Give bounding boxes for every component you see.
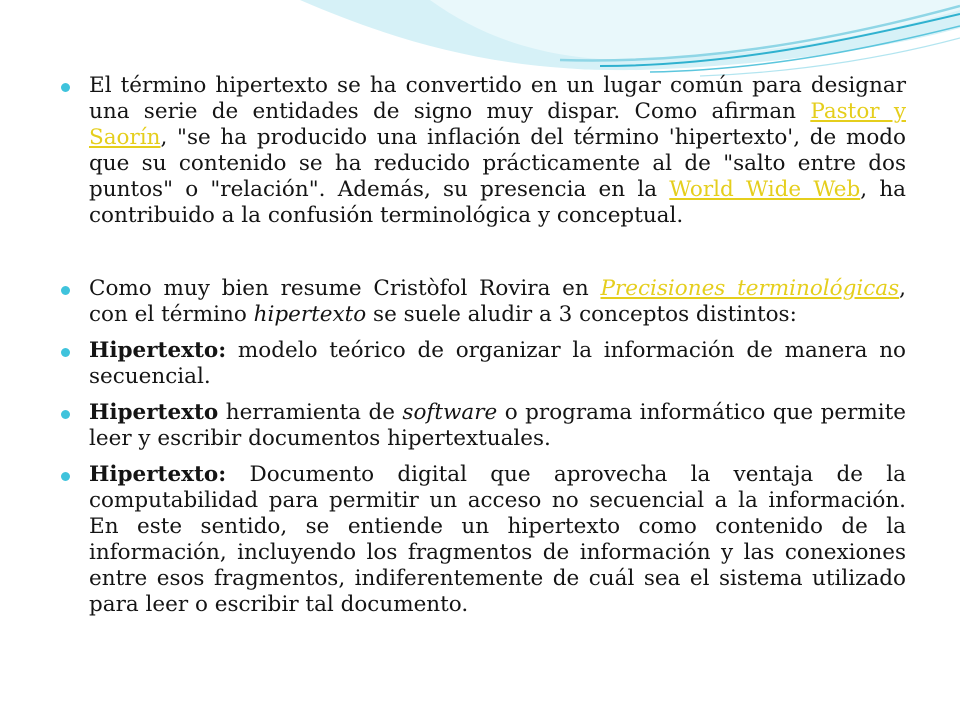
pastor-saorin-link[interactable]: Pastor y Saorín <box>89 99 906 150</box>
bullet-item-herramienta-software <box>60 400 906 452</box>
bullet-item-rovira <box>60 276 906 328</box>
bullet-text: , con el término <box>89 276 907 327</box>
bullet-term: Hipertexto: <box>89 462 227 487</box>
world-wide-web-link[interactable]: World Wide Web <box>669 177 861 202</box>
bullet-text: herramienta de <box>218 400 403 425</box>
bullet-text: se suele aludir a 3 conceptos distintos: <box>366 302 797 327</box>
bullet-item-hipertexto-intro <box>60 73 906 229</box>
bullet-item-documento-digital <box>60 462 906 618</box>
precisiones-terminologicas-link[interactable]: Precisiones terminológicas <box>600 276 900 301</box>
bullet-text: El término hipertexto se ha convertido en un lugar común para designar una serie de entidades de signo muy dispar. Como afirman <box>89 73 906 124</box>
bullet-term: Hipertexto <box>89 400 219 425</box>
bullet-text: o programa informático que permite leer y escribir documentos hipertextuales. <box>89 400 906 451</box>
bullet-item-modelo-teorico <box>60 338 906 390</box>
bullet-text: Como muy bien resume Cristòfol Rovira en <box>89 276 601 301</box>
hipertexto-emphasis: hipertexto <box>253 302 367 327</box>
bullet-text: , ha contribuido a la confusión terminológica y conceptual. <box>89 177 906 228</box>
slide-content <box>60 73 906 618</box>
bullet-term: Hipertexto: <box>89 338 227 363</box>
bullet-text: Documento digital que aprovecha la ventaja de la computabilidad para permitir un acceso no secuencial a la información. En este sentido, se entiende un hipertexto como contenido de la información, incluyendo los fragmentos de información y las conexiones entre esos fragmentos, indiferentemente de cuál sea el sistema utilizado para leer o escribir tal documento. <box>89 462 906 617</box>
bullet-text: , "se ha producido una inflación del término 'hipertexto', de modo que su contenido se ha reducido prácticamente al de "salto entre dos puntos" o "relación". Además, su presencia en la <box>89 125 906 202</box>
software-emphasis: software <box>402 400 498 425</box>
bullet-text: modelo teórico de organizar la información de manera no secuencial. <box>89 338 906 389</box>
header-wave-decoration <box>0 0 960 80</box>
